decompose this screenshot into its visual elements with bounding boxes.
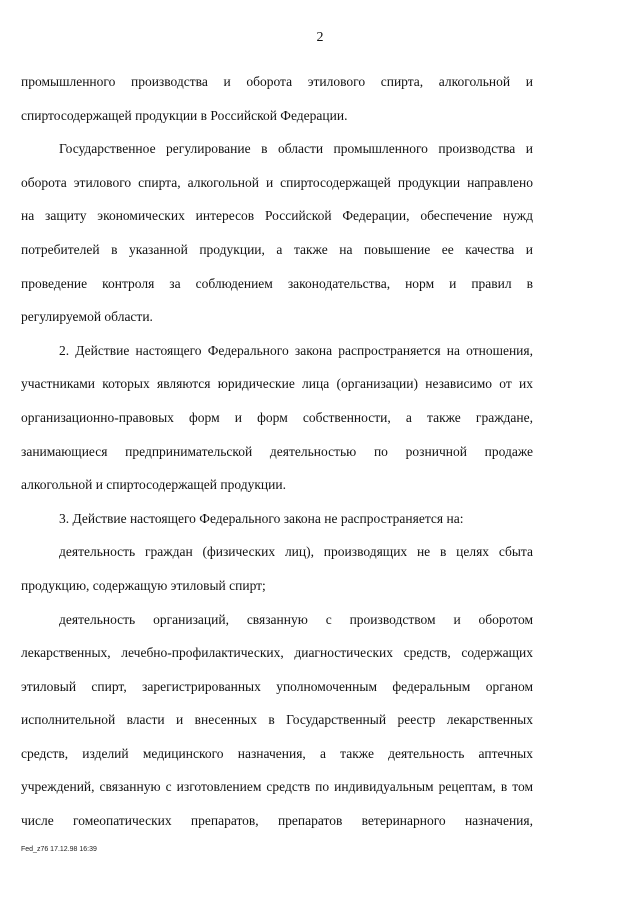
text-line: деятельность организаций, связанную с производством и оборотом bbox=[59, 611, 533, 627]
text-line: промышленного производства и оборота этилового спирта, алкогольной и bbox=[21, 74, 533, 89]
text-line: 2. Действие настоящего Федерального закона распространяется на отношения, bbox=[59, 342, 533, 358]
text-line: средств, изделий медицинского назначения, а также деятельность аптечных bbox=[21, 745, 533, 761]
text-line: этиловый спирт, зарегистрированных уполномоченным федеральным органом bbox=[21, 678, 533, 694]
text-line: учреждений, связанную с изготовлением средств по индивидуальным рецептам, в том bbox=[21, 779, 533, 795]
text-line: алкогольной и спиртосодержащей продукции. bbox=[21, 477, 286, 493]
text-line: оборота этилового спирта, алкогольной и спиртосодержащей продукции направлено bbox=[21, 174, 533, 190]
document-body bbox=[21, 65, 533, 838]
text-line: регулируемой области. bbox=[21, 309, 153, 325]
text-line: числе гомеопатических препаратов, препаратов ветеринарного назначения, bbox=[21, 813, 533, 829]
text-line: деятельность граждан (физических лиц), производящих не в целях сбыта bbox=[59, 544, 533, 560]
text-line: участниками которых являются юридические лица (организации) независимо от их bbox=[21, 376, 533, 392]
page-number: 2 bbox=[316, 30, 324, 45]
text-line: потребителей в указанной продукции, а также на повышение ее качества и bbox=[21, 241, 533, 257]
footer-file-stamp: Fed_z76 17.12.98 16:39 bbox=[21, 846, 97, 853]
text-line: продукцию, содержащую этиловый спирт; bbox=[21, 577, 266, 593]
text-line: лекарственных, лечебно-профилактических, диагностических средств, содержащих bbox=[21, 645, 533, 661]
text-line: 3. Действие настоящего Федерального закона не распространяется на: bbox=[59, 510, 464, 526]
text-line: исполнительной власти и внесенных в Государственный реестр лекарственных bbox=[21, 712, 533, 728]
text-line: организационно-правовых форм и форм собственности, а также граждане, bbox=[21, 409, 533, 425]
text-line: Государственное регулирование в области промышленного производства и bbox=[59, 141, 533, 157]
text-line: спиртосодержащей продукции в Российской Федерации. bbox=[21, 107, 348, 123]
text-line: на защиту экономических интересов Российской Федерации, обеспечение нужд bbox=[21, 208, 533, 224]
text-line: проведение контроля за соблюдением законодательства, норм и правил в bbox=[21, 275, 533, 291]
text-line: занимающиеся предпринимательской деятельностью по розничной продаже bbox=[21, 443, 533, 459]
